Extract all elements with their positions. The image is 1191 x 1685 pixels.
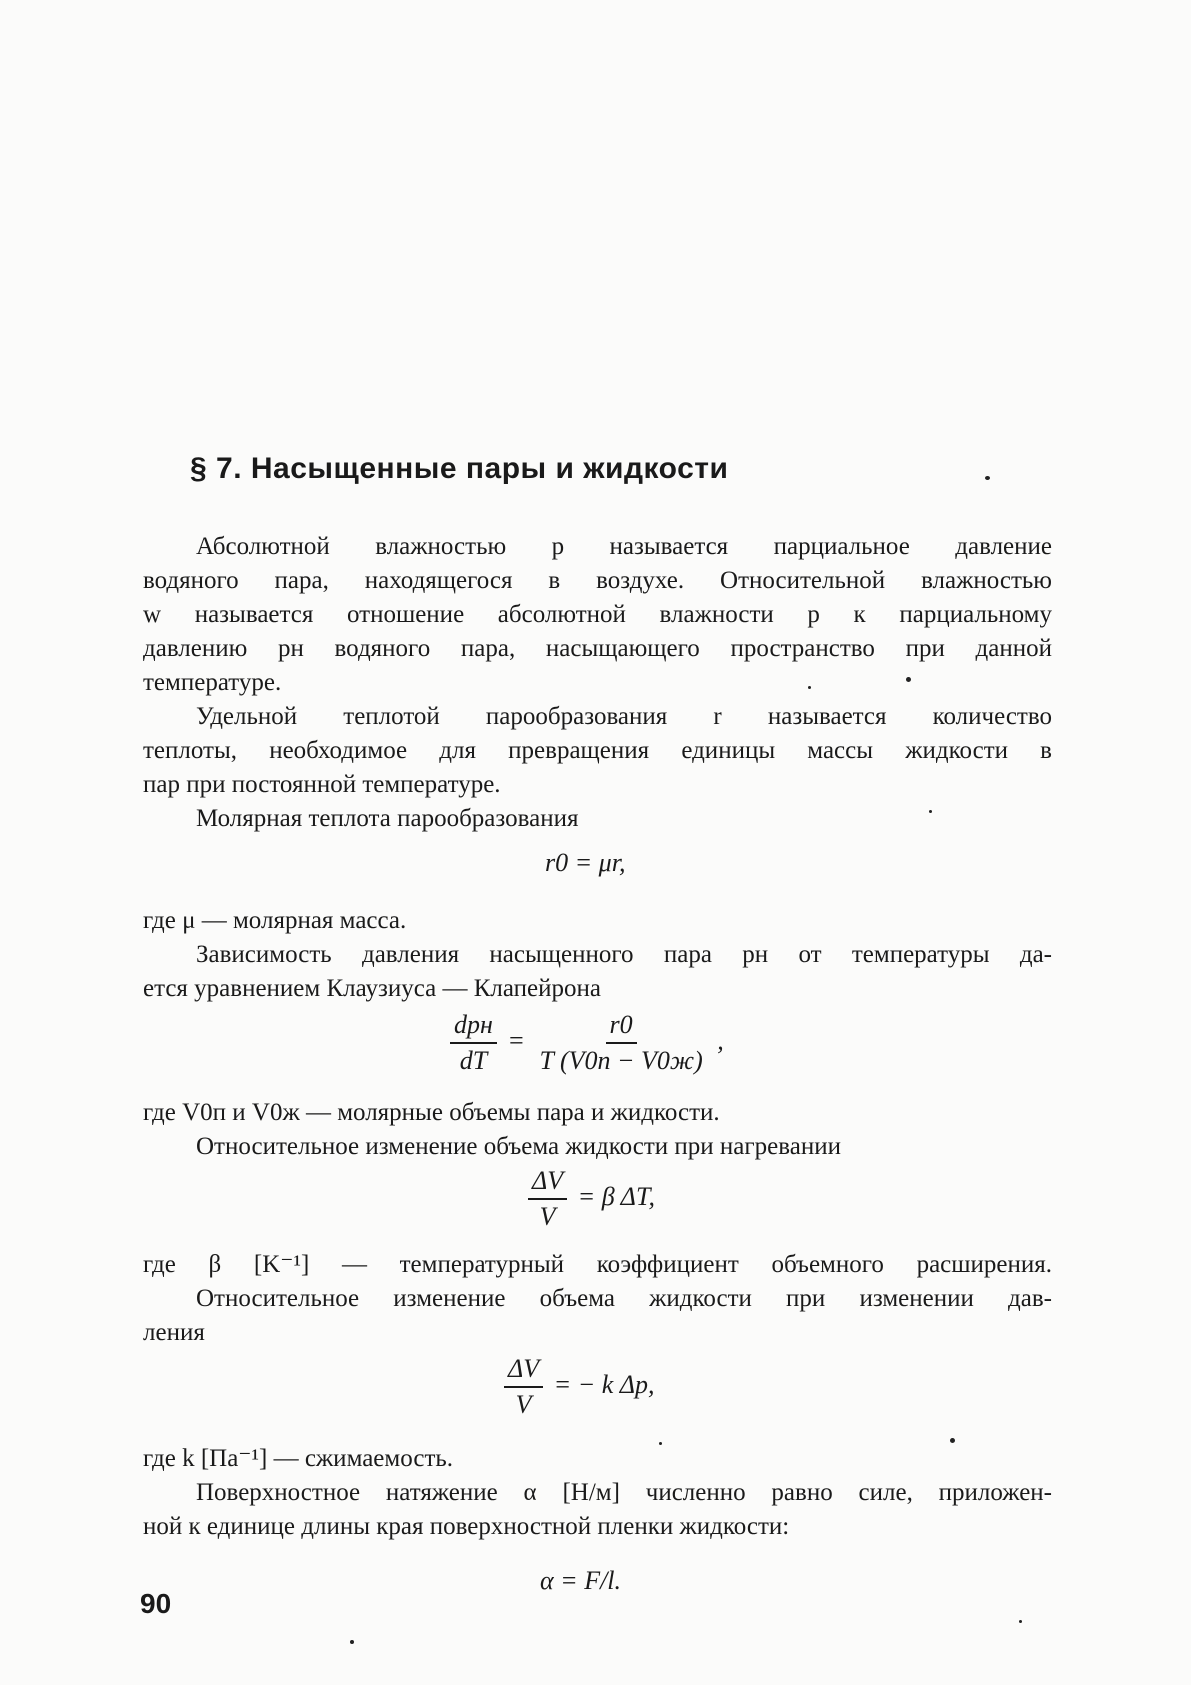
fraction bbox=[528, 1166, 567, 1232]
punctuation: , bbox=[717, 1025, 724, 1055]
text-line: где β [K⁻¹] — температурный коэффициент объемного расширения. bbox=[143, 1251, 1052, 1278]
fraction-numerator: r0 bbox=[606, 1010, 637, 1044]
fraction-denominator: V bbox=[539, 1202, 556, 1231]
fraction-denominator: T (V0п − V0ж) bbox=[539, 1046, 703, 1075]
formula-clausius-clapeyron bbox=[446, 1010, 724, 1076]
text-line: где V0п и V0ж — молярные объемы пара и жидкости. bbox=[143, 1099, 720, 1126]
section-heading: § 7. Насыщенные пары и жидкости bbox=[190, 452, 729, 485]
formula-rhs: = β ΔT, bbox=[577, 1181, 655, 1211]
fraction-numerator: dpн bbox=[450, 1010, 497, 1044]
text-line: Абсолютной влажностью p называется парциальное давление bbox=[196, 533, 1052, 560]
text-line: ления bbox=[143, 1319, 205, 1346]
text-line: Относительное изменение объема жидкости при нагревании bbox=[196, 1133, 841, 1160]
fraction-denominator: dT bbox=[459, 1046, 488, 1075]
print-speck bbox=[1019, 1620, 1022, 1623]
text-line: теплоты, необходимое для превращения единицы массы жидкости в bbox=[143, 737, 1052, 764]
text-line: Относительное изменение объема жидкости при изменении дав- bbox=[196, 1285, 1052, 1312]
print-speck bbox=[808, 686, 811, 689]
page-number: 90 bbox=[140, 1588, 172, 1619]
text-line: где k [Па⁻¹] — сжимаемость. bbox=[143, 1445, 454, 1472]
fraction bbox=[450, 1010, 497, 1076]
formula-thermal-expansion bbox=[524, 1166, 655, 1232]
text-line: водяного пара, находящегося в воздухе. Относительной влажностью bbox=[143, 567, 1052, 594]
formula-rhs: = − k Δp, bbox=[553, 1369, 655, 1399]
print-speck bbox=[350, 1640, 354, 1644]
text-line: давлению pн водяного пара, насыщающего пространство при данной bbox=[143, 635, 1052, 662]
fraction-numerator: ΔV bbox=[504, 1354, 543, 1388]
text-line: Молярная теплота парообразования bbox=[196, 805, 579, 832]
formula-molar-heat: r0 = μr, bbox=[545, 848, 626, 877]
fraction-numerator: ΔV bbox=[528, 1166, 567, 1200]
text-line: Зависимость давления насыщенного пара pн от температуры да- bbox=[196, 941, 1052, 968]
print-speck bbox=[906, 677, 911, 682]
text-line: ется уравнением Клаузиуса — Клапейрона bbox=[143, 975, 601, 1002]
print-speck bbox=[929, 810, 932, 813]
formula-compressibility bbox=[500, 1354, 655, 1420]
fraction bbox=[535, 1010, 706, 1076]
equals-sign: = bbox=[507, 1025, 525, 1055]
text-line: где μ — молярная масса. bbox=[143, 907, 407, 934]
text-line: температуре. bbox=[143, 669, 282, 696]
text-line: ной к единице длины края поверхностной пленки жидкости: bbox=[143, 1513, 790, 1540]
fraction bbox=[504, 1354, 543, 1420]
print-speck bbox=[985, 476, 990, 480]
print-speck bbox=[950, 1438, 955, 1443]
fraction-denominator: V bbox=[515, 1390, 532, 1419]
text-line: Поверхностное натяжение α [Н/м] численно равно силе, приложен- bbox=[196, 1479, 1052, 1506]
text-line: w называется отношение абсолютной влажности p к парциальному bbox=[143, 601, 1052, 628]
formula-surface-tension: α = F/l. bbox=[540, 1566, 622, 1595]
text-line: пар при постоянной температуре. bbox=[143, 771, 501, 798]
text-line: Удельной теплотой парообразования r называется количество bbox=[196, 703, 1052, 730]
print-speck bbox=[659, 1442, 662, 1445]
